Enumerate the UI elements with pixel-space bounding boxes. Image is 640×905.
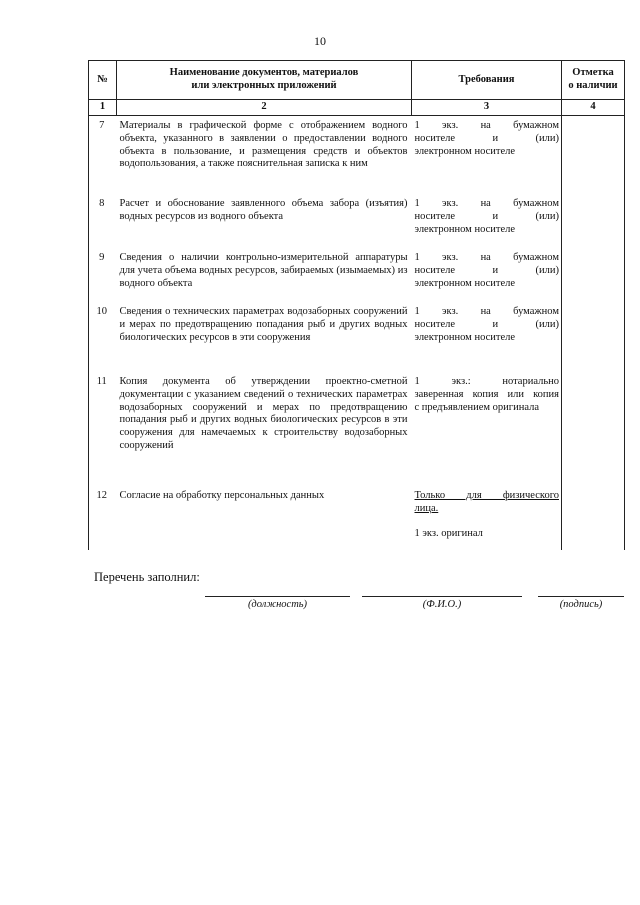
row-num: 9 [89,248,117,302]
req-line: с предъявлением оригинала [414,401,539,413]
name-line [362,596,522,597]
row-requirements [412,302,562,372]
index-cell: 4 [562,100,625,116]
table-row [89,302,625,372]
header-name-line2: или электронных приложений [191,80,337,91]
header-mark [562,61,625,100]
row-num: 7 [89,116,117,195]
row-num: 12 [89,486,117,550]
index-cell: 3 [412,100,562,116]
req-line: 1 экз. на бумажном [414,120,559,131]
header-num: № [89,61,117,100]
req-line: 1 экз. на бумажном [414,306,559,317]
table-row [89,372,625,486]
row-num: 8 [89,194,117,248]
req-line: 1 экз. на бумажном [414,252,559,263]
row-name: Материалы в графической форме с отображением водного объекта, указанного в заявлении о предоставлении водного объекта в пользование, и размещения средств и объектов водопользования, а также пояснительная записка к ним [119,120,408,170]
row-requirements [412,248,562,302]
req-line: 1 экз.: нотариально [414,376,559,387]
position-line [205,596,350,597]
row-name: Копия документа об утверждении проектно-сметной документации с указанием сведений о технических параметрах водозаборных сооружений и мерах по предотвращению попадания рыб и других водных биологических ресурсов в эти сооружения для намечаемых к строительству водозаборных сооружений [119,376,408,451]
header-name [117,61,412,100]
row-num: 10 [89,302,117,372]
req-line: Только для физического [414,490,559,501]
row-name: Согласие на обработку персональных данных [119,490,325,501]
table-index-row [89,100,625,116]
row-requirements [412,194,562,248]
index-cell: 2 [117,100,412,116]
req-line: носителе и (или) [414,318,559,330]
req-line: носителе и (или) [414,264,559,276]
req-line: электронном носителе [414,277,516,289]
table-row [89,248,625,302]
header-mark-line2: о наличии [568,80,618,91]
row-name: Сведения о технических параметрах водозаборных сооружений и мерах по предотвращению попадания рыб и других водных биологических ресурсов в эти сооружения [119,306,408,343]
row-num: 11 [89,372,117,486]
row-requirements [412,486,562,550]
row-name: Расчет и обоснование заявленного объема забора (изъятия) водных ресурсов из водного объекта [119,198,408,222]
row-mark [562,302,625,372]
req-line: 1 экз. на бумажном [414,198,559,209]
req-line: лица. [414,502,439,514]
row-name: Сведения о наличии контрольно-измерительной аппаратуры для учета объема водных ресурсов, забираемых (изымаемых) из водного объекта [119,252,408,289]
req-line: электронном носителе [414,145,516,157]
header-name-line1: Наименование документов, материалов [169,67,359,79]
req-extra: 1 экз. оригинал [414,527,483,539]
table-row [89,486,625,550]
header-mark-line1: Отметка [572,67,614,79]
header-requirements: Требования [412,61,562,100]
row-mark [562,248,625,302]
row-requirements [412,116,562,195]
req-line: носителе и (или) [414,210,559,222]
signature-line [538,596,624,597]
position-label: (должность) [247,599,308,610]
name-label: (Ф.И.О.) [422,599,462,610]
req-line: электронном носителе [414,331,516,343]
row-mark [562,194,625,248]
row-mark [562,372,625,486]
table-row [89,194,625,248]
row-mark [562,116,625,195]
table-header-row [89,61,625,100]
row-mark [562,486,625,550]
table-row [89,116,625,195]
req-line: электронном носителе [414,223,516,235]
signature-label: (подпись) [559,599,603,610]
row-requirements [412,372,562,486]
req-line: заверенная копия или копия [414,388,559,400]
filled-by-label: Перечень заполнил: [94,570,200,584]
index-cell: 1 [89,100,117,116]
page-number: 10 [314,34,326,48]
documents-table [88,60,625,550]
req-line: носителе и (или) [414,132,559,144]
